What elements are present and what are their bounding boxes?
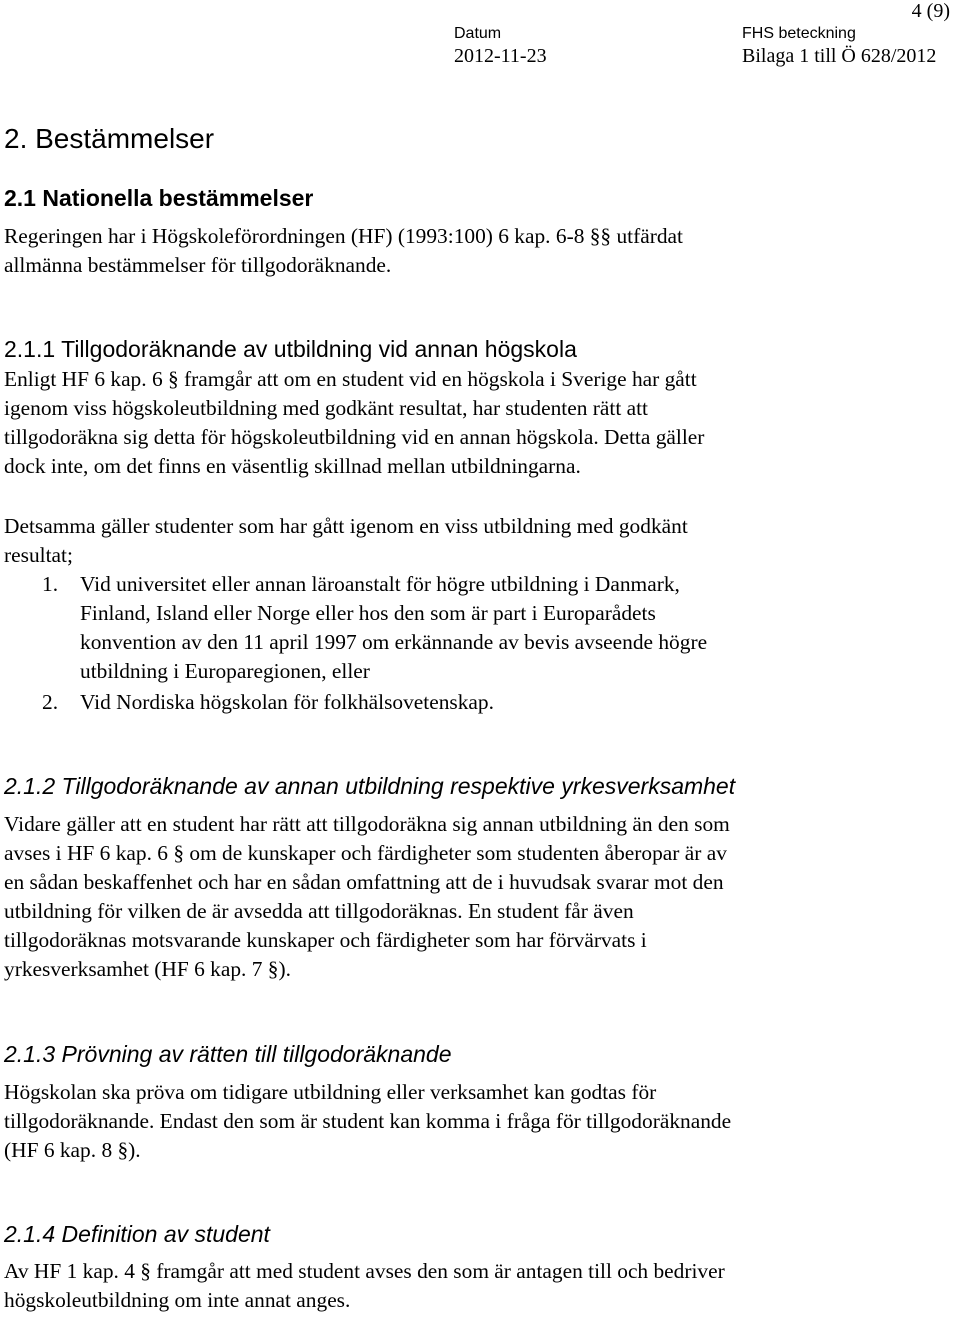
paragraph-2-1-1-b — [4, 512, 688, 570]
text-line: konvention av den 11 april 1997 om erkännande av bevis avseende högre — [80, 630, 708, 654]
text-line: igenom viss högskoleutbildning med godkänt resultat, har studenten rätt att — [4, 396, 648, 420]
text-line: Vidare gäller att en student har rätt att tillgodoräkna sig annan utbildning än den som — [4, 812, 730, 836]
text-line: utbildning för vilken de är avsedda att tillgodoräknas. En student får även — [4, 899, 634, 923]
section-title: 2. Bestämmelser — [4, 123, 215, 154]
date-value: 2012-11-23 — [454, 45, 547, 67]
text-line: Av HF 1 kap. 4 § framgår att med student avses den som är antagen till och bedriver — [4, 1259, 725, 1283]
text-line: allmänna bestämmelser för tillgodoräknande. — [4, 253, 392, 277]
text-line: tillgodoräknande. Endast den som är student kan komma i fråga för tillgodoräknande — [4, 1109, 732, 1133]
list-item — [80, 570, 707, 686]
text-line: Vid Nordiska högskolan för folkhälsovetenskap. — [80, 690, 494, 714]
text-line: avses i HF 6 kap. 6 § om de kunskaper och färdigheter som studenten åberopar är av — [4, 841, 727, 865]
subsection-title: 2.1 Nationella bestämmelser — [4, 185, 314, 211]
paragraph-2-1-4 — [4, 1257, 725, 1315]
list-number: 2. — [42, 690, 59, 714]
text-line: tillgodoräknas motsvarande kunskaper och färdigheter som har förvärvats i — [4, 928, 647, 952]
heading-2-1-2: 2.1.2 Tillgodoräknande av annan utbildning respektive yrkesverksamhet — [4, 773, 736, 799]
text-line: resultat; — [4, 543, 73, 567]
date-label: Datum — [454, 25, 502, 42]
list-number: 1. — [42, 572, 59, 596]
page-number: 4 (9) — [911, 0, 950, 22]
heading-2-1-1: 2.1.1 Tillgodoräknande av utbildning vid annan högskola — [4, 336, 577, 362]
paragraph-2-1-3 — [4, 1078, 731, 1165]
heading-2-1-3: 2.1.3 Prövning av rätten till tillgodoräknande — [4, 1041, 452, 1067]
reference-value: Bilaga 1 till Ö 628/2012 — [742, 45, 937, 67]
text-line: högskoleutbildning om inte annat anges. — [4, 1288, 351, 1312]
text-line: Detsamma gäller studenter som har gått igenom en viss utbildning med godkänt — [4, 514, 688, 538]
text-line: tillgodoräkna sig detta för högskoleutbildning vid en annan högskola. Detta gäller — [4, 425, 705, 449]
text-line: Högskolan ska pröva om tidigare utbildning eller verksamhet kan godtas för — [4, 1080, 657, 1104]
reference-label: FHS beteckning — [742, 25, 856, 42]
paragraph-2-1-1-a — [4, 365, 704, 481]
text-line: Enligt HF 6 kap. 6 § framgår att om en student vid en högskola i Sverige har gått — [4, 367, 697, 391]
text-line: utbildning i Europaregionen, eller — [80, 659, 370, 683]
paragraph-2-1-2 — [4, 810, 730, 984]
text-line: dock inte, om det finns en väsentlig skillnad mellan utbildningarna. — [4, 454, 581, 478]
text-line: (HF 6 kap. 8 §). — [4, 1138, 141, 1162]
text-line: en sådan beskaffenhet och har en sådan omfattning att de i huvudsak svarar mot den — [4, 870, 724, 894]
intro-paragraph — [4, 222, 683, 280]
text-line: Finland, Island eller Norge eller hos den som är part i Europarådets — [80, 601, 656, 625]
heading-2-1-4: 2.1.4 Definition av student — [4, 1221, 270, 1247]
text-line: Vid universitet eller annan läroanstalt för högre utbildning i Danmark, — [80, 572, 680, 596]
list-item — [80, 688, 494, 717]
text-line: yrkesverksamhet (HF 6 kap. 7 §). — [4, 957, 291, 981]
text-line: Regeringen har i Högskoleförordningen (HF) (1993:100) 6 kap. 6-8 §§ utfärdat — [4, 224, 683, 248]
